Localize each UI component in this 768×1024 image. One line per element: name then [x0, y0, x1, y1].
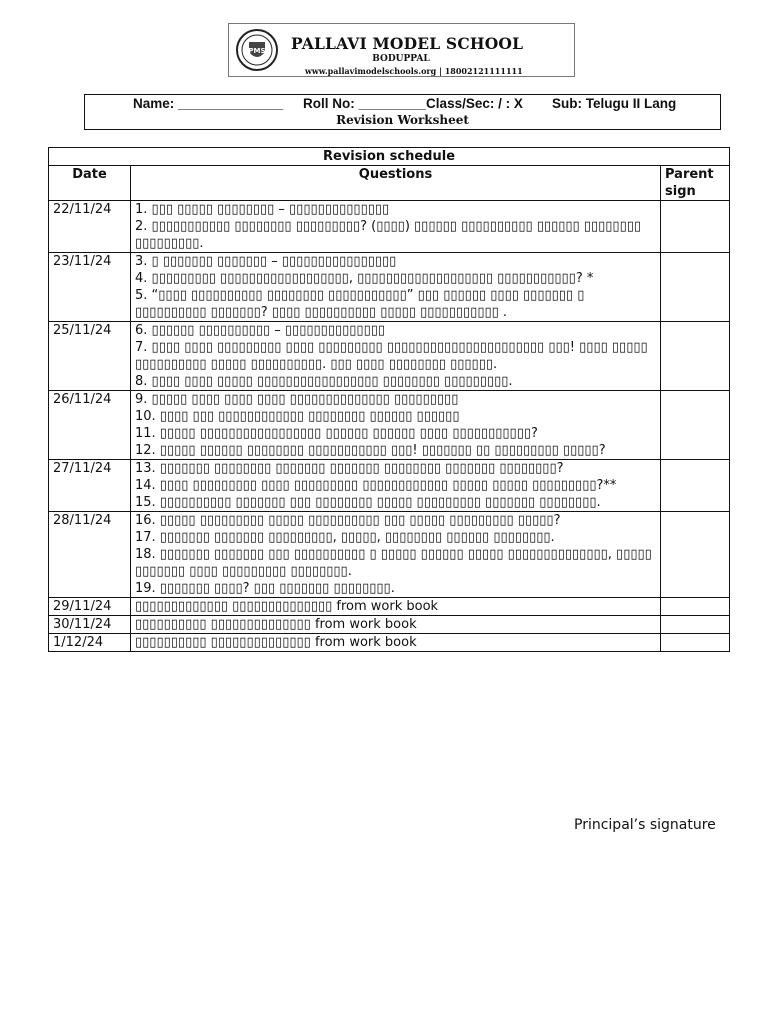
questions-cell — [131, 391, 661, 460]
parent-sign-cell[interactable] — [661, 253, 730, 322]
date-cell: 1/12/24 — [49, 634, 131, 652]
school-location: BODUPPAL — [372, 54, 430, 64]
questions-cell — [131, 201, 661, 253]
question-item: 3. ▯ ▯▯▯▯▯▯▯ ▯▯▯▯▯▯▯ – ▯▯▯▯▯▯▯▯▯▯▯▯▯▯▯▯ — [135, 254, 397, 269]
date-cell: 29/11/24 — [49, 598, 131, 616]
questions-cell — [131, 634, 661, 652]
date-cell: 23/11/24 — [49, 253, 131, 322]
date-cell: 30/11/24 — [49, 616, 131, 634]
table-row — [49, 253, 730, 322]
questions-cell — [131, 512, 661, 598]
table-row — [49, 634, 730, 652]
questions-cell — [131, 460, 661, 512]
date-cell: 22/11/24 — [49, 201, 131, 253]
question-item: 16. ▯▯▯▯▯ ▯▯▯▯▯▯▯▯▯ ▯▯▯▯▯ ▯▯▯▯▯▯▯▯▯▯ ▯▯▯ ▯▯▯▯▯ ▯▯▯▯▯▯▯▯▯ ▯▯▯▯▯? — [135, 513, 561, 528]
question-item: 12. ▯▯▯▯▯ ▯▯▯▯▯▯ ▯▯▯▯▯▯▯▯ ▯▯▯▯▯▯▯▯▯▯▯ ▯▯▯! ▯▯▯▯▯▯▯ ▯▯ ▯▯▯▯▯▯▯▯▯ ▯▯▯▯▯? — [135, 443, 606, 458]
question-item: 17. ▯▯▯▯▯▯▯ ▯▯▯▯▯▯▯ ▯▯▯▯▯▯▯▯▯, ▯▯▯▯▯, ▯▯▯▯▯▯▯▯ ▯▯▯▯▯▯ ▯▯▯▯▯▯▯▯. — [135, 530, 555, 545]
logo-text: PMS — [248, 47, 266, 55]
school-contact: www.pallavimodelschools.org | 18002121111111 — [305, 66, 523, 76]
table-row — [49, 598, 730, 616]
question-item: 19. ▯▯▯▯▯▯▯ ▯▯▯▯? ▯▯▯ ▯▯▯▯▯▯▯ ▯▯▯▯▯▯▯▯. — [135, 581, 395, 596]
date-cell: 27/11/24 — [49, 460, 131, 512]
date-cell: 25/11/24 — [49, 322, 131, 391]
question-item: 9. ▯▯▯▯▯ ▯▯▯▯ ▯▯▯▯ ▯▯▯▯ ▯▯▯▯▯▯▯▯▯▯▯▯▯▯ ▯▯▯▯▯▯▯▯▯ — [135, 392, 459, 407]
table-row — [49, 616, 730, 634]
schedule-body — [49, 201, 730, 652]
parent-sign-cell[interactable] — [661, 391, 730, 460]
question-item: 6. ▯▯▯▯▯▯ ▯▯▯▯▯▯▯▯▯▯ – ▯▯▯▯▯▯▯▯▯▯▯▯▯▯ — [135, 323, 386, 338]
schedule-title: Revision schedule — [49, 148, 730, 166]
question-item: 18. ▯▯▯▯▯▯▯ ▯▯▯▯▯▯▯ ▯▯▯ ▯▯▯▯▯▯▯▯▯▯ ▯ ▯▯▯▯▯ ▯▯▯▯▯▯ ▯▯▯▯▯ ▯▯▯▯▯▯▯▯▯▯▯▯▯▯, ▯▯▯▯▯ ▯▯▯▯▯▯▯ ▯▯▯▯ ▯▯▯▯▯▯▯▯▯ ▯▯▯▯▯▯▯▯. — [135, 547, 652, 579]
date-cell: 26/11/24 — [49, 391, 131, 460]
table-row — [49, 460, 730, 512]
question-item: 2. ▯▯▯▯▯▯▯▯▯▯▯ ▯▯▯▯▯▯▯▯ ▯▯▯▯▯▯▯▯▯? (▯▯▯▯) ▯▯▯▯▯▯ ▯▯▯▯▯▯▯▯▯▯ ▯▯▯▯▯▯ ▯▯▯▯▯▯▯▯ ▯▯▯▯▯▯▯▯▯. — [135, 219, 642, 251]
parent-sign-cell[interactable] — [661, 634, 730, 652]
questions-cell — [131, 598, 661, 616]
parent-sign-cell[interactable] — [661, 322, 730, 391]
subject-label: Sub: Telugu II Lang — [552, 96, 677, 111]
questions-cell — [131, 322, 661, 391]
question-item: 1. ▯▯▯ ▯▯▯▯▯ ▯▯▯▯▯▯▯▯ – ▯▯▯▯▯▯▯▯▯▯▯▯▯▯ — [135, 202, 390, 217]
question-item: ▯▯▯▯▯▯▯▯▯▯ ▯▯▯▯▯▯▯▯▯▯▯▯▯▯ from work book — [135, 635, 417, 650]
school-name: PALLAVI MODEL SCHOOL — [291, 34, 524, 53]
date-cell: 28/11/24 — [49, 512, 131, 598]
questions-cell — [131, 616, 661, 634]
question-item: 5. “▯▯▯▯ ▯▯▯▯▯▯▯▯▯▯ ▯▯▯▯▯▯▯▯ ▯▯▯▯▯▯▯▯▯▯▯” ▯▯▯ ▯▯▯▯▯▯ ▯▯▯▯ ▯▯▯▯▯▯▯ ▯ ▯▯▯▯▯▯▯▯▯▯ ▯▯▯▯▯▯▯? ▯▯▯▯ ▯▯▯▯▯▯▯▯▯▯ ▯▯▯▯▯ ▯▯▯▯▯▯▯▯▯▯▯ . — [135, 288, 585, 320]
question-item: 11. ▯▯▯▯▯ ▯▯▯▯▯▯▯▯▯▯▯▯▯▯▯▯▯ ▯▯▯▯▯▯ ▯▯▯▯▯▯ ▯▯▯▯ ▯▯▯▯▯▯▯▯▯▯▯? — [135, 426, 538, 441]
question-item: 10. ▯▯▯▯ ▯▯▯ ▯▯▯▯▯▯▯▯▯▯▯▯ ▯▯▯▯▯▯▯▯ ▯▯▯▯▯▯ ▯▯▯▯▯▯ — [135, 409, 460, 424]
questions-cell — [131, 253, 661, 322]
school-header — [228, 23, 575, 77]
table-row — [49, 322, 730, 391]
student-info-box — [84, 94, 721, 130]
question-item: 13. ▯▯▯▯▯▯▯ ▯▯▯▯▯▯▯▯ ▯▯▯▯▯▯▯ ▯▯▯▯▯▯▯ ▯▯▯▯▯▯▯▯ ▯▯▯▯▯▯▯ ▯▯▯▯▯▯▯▯? — [135, 461, 564, 476]
name-field-label: Name: ______________ — [133, 96, 284, 111]
parent-sign-cell[interactable] — [661, 201, 730, 253]
parent-sign-cell[interactable] — [661, 598, 730, 616]
question-item: 4. ▯▯▯▯▯▯▯▯▯ ▯▯▯▯▯▯▯▯▯▯▯▯▯▯▯▯▯▯, ▯▯▯▯▯▯▯▯▯▯▯▯▯▯▯▯▯▯▯ ▯▯▯▯▯▯▯▯▯▯▯? * — [135, 271, 594, 286]
question-item: 7. ▯▯▯▯ ▯▯▯▯ ▯▯▯▯▯▯▯▯▯ ▯▯▯▯ ▯▯▯▯▯▯▯▯▯ ▯▯▯▯▯▯▯▯▯▯▯▯▯▯▯▯▯▯▯▯▯▯ ▯▯▯! ▯▯▯▯ ▯▯▯▯▯ ▯▯▯▯▯▯▯▯▯▯ ▯▯▯▯▯ ▯▯▯▯▯▯▯▯▯▯. ▯▯▯ ▯▯▯▯ ▯▯▯▯▯▯▯▯ ▯▯▯▯▯▯. — [135, 340, 648, 372]
student-info-row — [85, 96, 720, 113]
date-column-header: Date — [49, 166, 131, 201]
parent-sign-cell[interactable] — [661, 512, 730, 598]
question-item: 15. ▯▯▯▯▯▯▯▯▯▯ ▯▯▯▯▯▯▯ ▯▯▯ ▯▯▯▯▯▯▯▯ ▯▯▯▯▯ ▯▯▯▯▯▯▯▯▯ ▯▯▯▯▯▯▯ ▯▯▯▯▯▯▯▯. — [135, 495, 601, 510]
roll-class-label: Roll No: _________Class/Sec: / : X — [303, 96, 523, 111]
worksheet-title: Revision Worksheet — [336, 113, 469, 127]
question-item: ▯▯▯▯▯▯▯▯▯▯ ▯▯▯▯▯▯▯▯▯▯▯▯▯▯ from work book — [135, 617, 417, 632]
question-item: ▯▯▯▯▯▯▯▯▯▯▯▯▯ ▯▯▯▯▯▯▯▯▯▯▯▯▯▯ from work book — [135, 599, 439, 614]
table-row — [49, 391, 730, 460]
questions-column-header: Questions — [131, 166, 661, 201]
principal-signature-label: Principal’s signature — [574, 817, 716, 833]
parent-sign-cell[interactable] — [661, 460, 730, 512]
parent-sign-cell[interactable] — [661, 616, 730, 634]
revision-schedule-table — [48, 147, 730, 652]
table-row — [49, 512, 730, 598]
question-item: 8. ▯▯▯▯ ▯▯▯▯ ▯▯▯▯▯ ▯▯▯▯▯▯▯▯▯▯▯▯▯▯▯▯▯ ▯▯▯▯▯▯▯▯ ▯▯▯▯▯▯▯▯▯. — [135, 374, 513, 389]
table-row — [49, 201, 730, 253]
question-item: 14. ▯▯▯▯ ▯▯▯▯▯▯▯▯▯ ▯▯▯▯ ▯▯▯▯▯▯▯▯▯ ▯▯▯▯▯▯▯▯▯▯▯▯ ▯▯▯▯▯ ▯▯▯▯▯ ▯▯▯▯▯▯▯▯▯?** — [135, 478, 617, 493]
parent-sign-column-header: Parent sign — [661, 166, 730, 201]
school-logo-icon — [235, 28, 279, 72]
